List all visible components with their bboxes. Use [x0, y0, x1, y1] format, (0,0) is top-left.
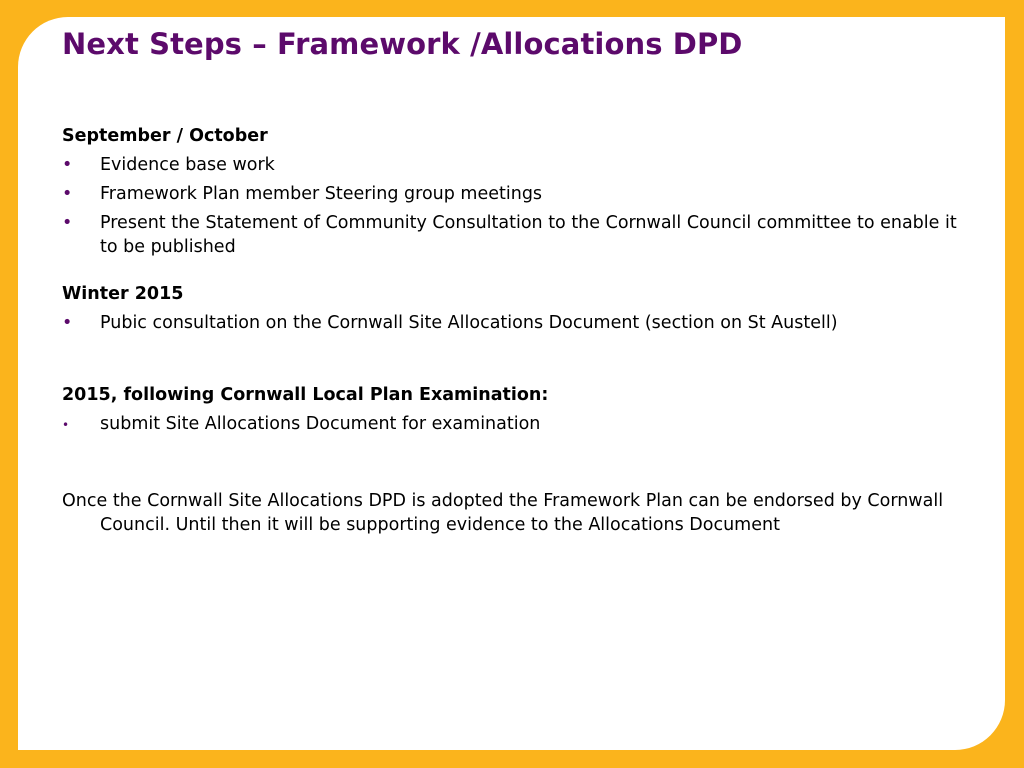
bullet-icon: •: [62, 155, 73, 175]
list-item-text: Evidence base work: [100, 155, 275, 175]
list-item: [62, 153, 962, 177]
slide-panel: [18, 17, 1005, 750]
bullet-list-local-plan-examination: [62, 412, 962, 436]
bullet-icon: •: [62, 313, 73, 333]
list-item-text: submit Site Allocations Document for examination: [100, 414, 541, 434]
list-item-text: Pubic consultation on the Cornwall Site Allocations Document (section on St Austell): [100, 313, 838, 333]
list-item: [62, 311, 962, 335]
bullet-list-winter-2015: [62, 311, 962, 335]
list-item-text: Framework Plan member Steering group meetings: [100, 184, 543, 204]
list-item: [62, 182, 962, 206]
section-heading-winter-2015: Winter 2015: [62, 284, 184, 304]
slide-title: Next Steps – Framework /Allocations DPD: [62, 27, 743, 61]
bullet-icon: •: [62, 184, 73, 204]
spacer: [62, 259, 962, 282]
bullet-icon: •: [62, 213, 73, 233]
list-item: [62, 412, 962, 436]
list-item: [62, 211, 962, 259]
closing-paragraph: Once the Cornwall Site Allocations DPD is adopted the Framework Plan can be endorsed by Cornwall Council. Until then it will be supporting evidence to the Allocations Document: [62, 491, 944, 535]
spacer: [62, 436, 962, 489]
spacer: [62, 335, 962, 383]
list-item-text: Present the Statement of Community Consultation to the Cornwall Council committee to enable it to be published: [100, 213, 957, 257]
bullet-list-september-october: [62, 153, 962, 259]
section-heading-september-october: September / October: [62, 126, 268, 146]
slide-body: [62, 124, 962, 537]
section-heading-local-plan-examination: 2015, following Cornwall Local Plan Examination:: [62, 385, 549, 405]
bullet-icon: •: [62, 418, 70, 432]
